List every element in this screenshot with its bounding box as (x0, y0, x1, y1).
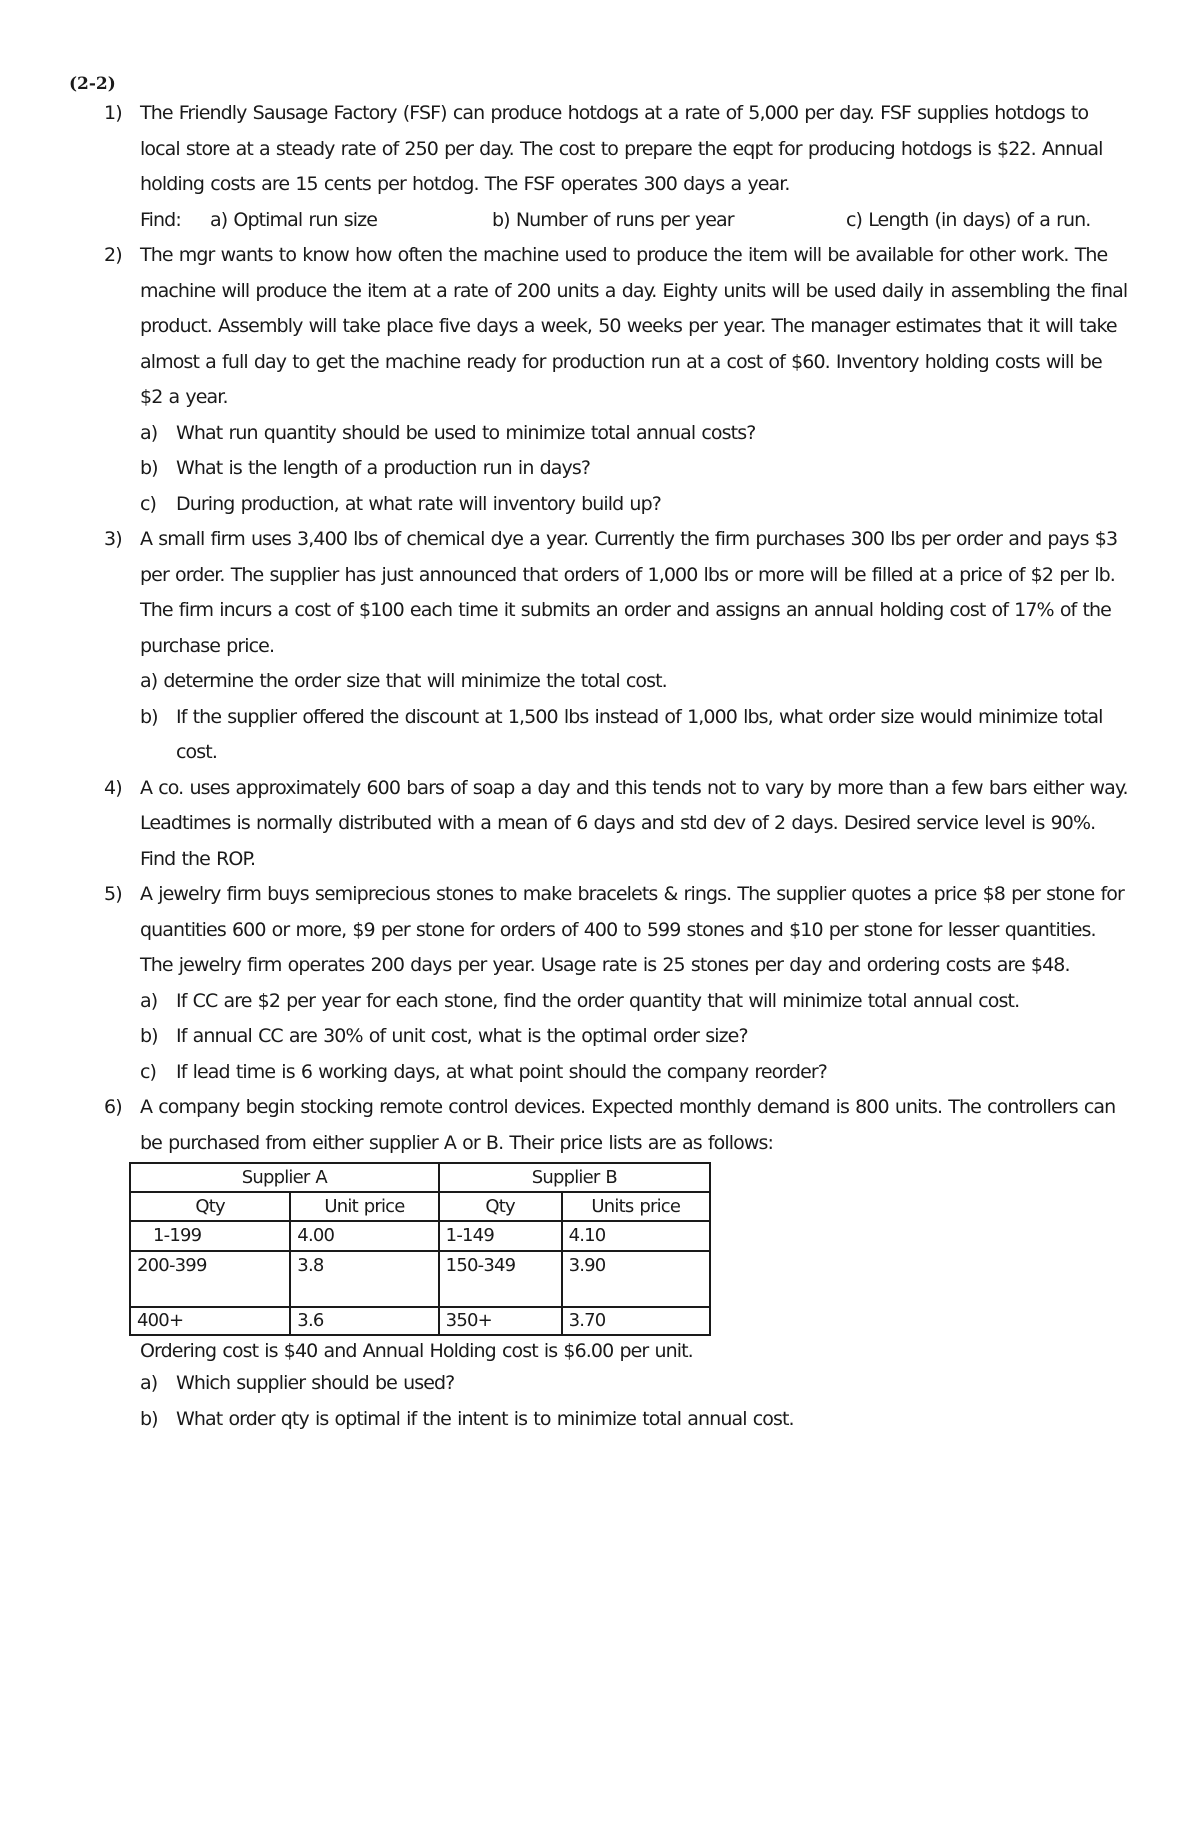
sub-question-b (140, 1019, 1130, 1055)
column-header-price-a: Unit price (290, 1192, 438, 1221)
problem-number: 5) (104, 883, 122, 905)
sub-question-c (140, 487, 1130, 523)
table-subheader-row (130, 1192, 710, 1221)
table-cell-qty-b: 150-349 (439, 1251, 562, 1307)
find-item-b: b) Number of runs per year (492, 208, 734, 231)
sub-question-b (140, 1402, 1130, 1438)
problem-6 (0, 1090, 1200, 1437)
sub-text: If the supplier offered the discount at 1,500 lbs instead of 1,000 lbs, what order size would minimize total cost. (176, 705, 1103, 763)
problem-text: A co. uses approximately 600 bars of soap a day and this tends not to vary by more than a few bars either way. Leadtimes is normally distributed with a mean of 6 days and std dev of 2 days. Desired service level is 90%. Find the ROP. (140, 776, 1128, 870)
problem-text: A small firm uses 3,400 lbs of chemical dye a year. Currently the firm purchases 300 lbs per order and pays $3 per order. The supplier has just announced that orders of 1,000 lbs or more will be filled at a price of $2 per lb. The firm incurs a cost of $100 each time it submits an order and assigns an annual holding cost of 17% of the purchase price. (140, 528, 1118, 657)
column-header-qty-a: Qty (130, 1192, 290, 1221)
cost-note-text: Ordering cost is $40 and Annual Holding cost is $6.00 per unit. (140, 1340, 693, 1362)
section-heading: (2-2) (69, 74, 116, 94)
sub-question-b (140, 451, 1130, 487)
problem-5 (0, 877, 1200, 1090)
sub-text: If annual CC are 30% of unit cost, what is the optimal order size? (176, 1025, 748, 1047)
problem-number: 6) (104, 1096, 122, 1118)
problem-number: 2) (104, 244, 122, 266)
column-header-qty-b: Qty (439, 1192, 562, 1221)
sub-label: b) (140, 1407, 158, 1430)
table-cell-qty-a: 1-199 (130, 1221, 290, 1251)
sub-text: During production, at what rate will inventory build up? (176, 492, 661, 515)
table-row (130, 1251, 710, 1307)
problem-3 (0, 522, 1200, 771)
table-cell-price-b: 3.70 (562, 1307, 710, 1335)
table-cell-price-a: 3.8 (290, 1251, 438, 1307)
sub-text: If lead time is 6 working days, at what point should the company reorder? (176, 1060, 827, 1083)
find-row (140, 203, 1200, 239)
sub-label: a) (140, 421, 158, 444)
problem-text: The mgr wants to know how often the machine used to produce the item will be available for other work. The machine will produce the item at a rate of 200 units a day. Eighty units will be used daily in assembling the final product. Assembly will take place five days a week, 50 weeks per year. The manager estimates that it will take almost a full day to get the machine ready for production run at a cost of $60. Inventory holding costs will be $2 a year. (140, 244, 1128, 408)
sub-text: What run quantity should be used to minimize total annual costs? (176, 421, 756, 444)
find-item-c: c) Length (in days) of a run. (846, 208, 1091, 231)
sub-label: c) (140, 1060, 157, 1083)
problem-text: The Friendly Sausage Factory (FSF) can produce hotdogs at a rate of 5,000 per day. FSF supplies hotdogs to local store at a steady rate of 250 per day. The cost to prepare the eqpt for producing hotdogs is $22. Annual holding costs are 15 cents per hotdog. The FSF operates 300 days a year. (140, 102, 1103, 195)
supplier-price-table (129, 1162, 711, 1336)
find-label: Find: (140, 208, 181, 231)
problem-list (0, 96, 1200, 1437)
table-header-row (130, 1163, 710, 1192)
table-cell-qty-a: 400+ (130, 1307, 290, 1335)
cost-note (140, 1336, 1130, 1366)
column-header-price-b: Units price (562, 1192, 710, 1221)
sub-text: Which supplier should be used? (176, 1372, 455, 1394)
sub-question-a (140, 1366, 1130, 1402)
sub-label: c) (140, 492, 157, 515)
problem-text: A jewelry firm buys semiprecious stones to make bracelets & rings. The supplier quotes a price $8 per stone for quantities 600 or more, $9 per stone for orders of 400 to 599 stones and $10 per stone for lesser quantities. The jewelry firm operates 200 days per year. Usage rate is 25 stones per day and ordering costs are $48. (140, 883, 1124, 976)
table-header-supplier-a: Supplier A (130, 1163, 439, 1192)
sub-label: a) (140, 1372, 158, 1394)
table-cell-price-a: 3.6 (290, 1307, 438, 1335)
table-cell-qty-a: 200-399 (130, 1251, 290, 1307)
table-row (130, 1307, 710, 1335)
sub-label: b) (140, 705, 158, 728)
find-item-a: a) Optimal run size (210, 208, 377, 231)
table-cell-price-b: 3.90 (562, 1251, 710, 1307)
sub-label: b) (140, 1025, 158, 1047)
sub-text: If CC are $2 per year for each stone, find the order quantity that will minimize total annual cost. (176, 989, 1020, 1012)
table-cell-qty-b: 1-149 (439, 1221, 562, 1251)
sub-text: a) determine the order size that will minimize the total cost. (140, 670, 667, 692)
problem-1 (0, 96, 1200, 238)
sub-text: What is the length of a production run in days? (176, 457, 591, 479)
problem-number: 4) (104, 776, 122, 799)
sub-question-c (140, 1055, 1130, 1091)
problem-4 (0, 771, 1200, 878)
problem-number: 3) (104, 528, 122, 550)
sub-text: What order qty is optimal if the intent is to minimize total annual cost. (176, 1407, 794, 1430)
table-cell-price-a: 4.00 (290, 1221, 438, 1251)
sub-label: a) (140, 989, 158, 1012)
sub-label: b) (140, 457, 158, 479)
table-cell-qty-b: 350+ (439, 1307, 562, 1335)
problem-number: 1) (104, 102, 122, 124)
sub-question-b (140, 700, 1130, 771)
table-header-supplier-b: Supplier B (439, 1163, 710, 1192)
table-cell-price-b: 4.10 (562, 1221, 710, 1251)
problem-2 (0, 238, 1200, 522)
problem-text: A company begin stocking remote control devices. Expected monthly demand is 800 units. The controllers can be purchased from either supplier A or B. Their price lists are as follows: (140, 1096, 1116, 1154)
table-row (130, 1221, 710, 1251)
sub-question-a (140, 984, 1130, 1020)
sub-question-a (140, 416, 1130, 452)
sub-question-a (140, 664, 1130, 700)
